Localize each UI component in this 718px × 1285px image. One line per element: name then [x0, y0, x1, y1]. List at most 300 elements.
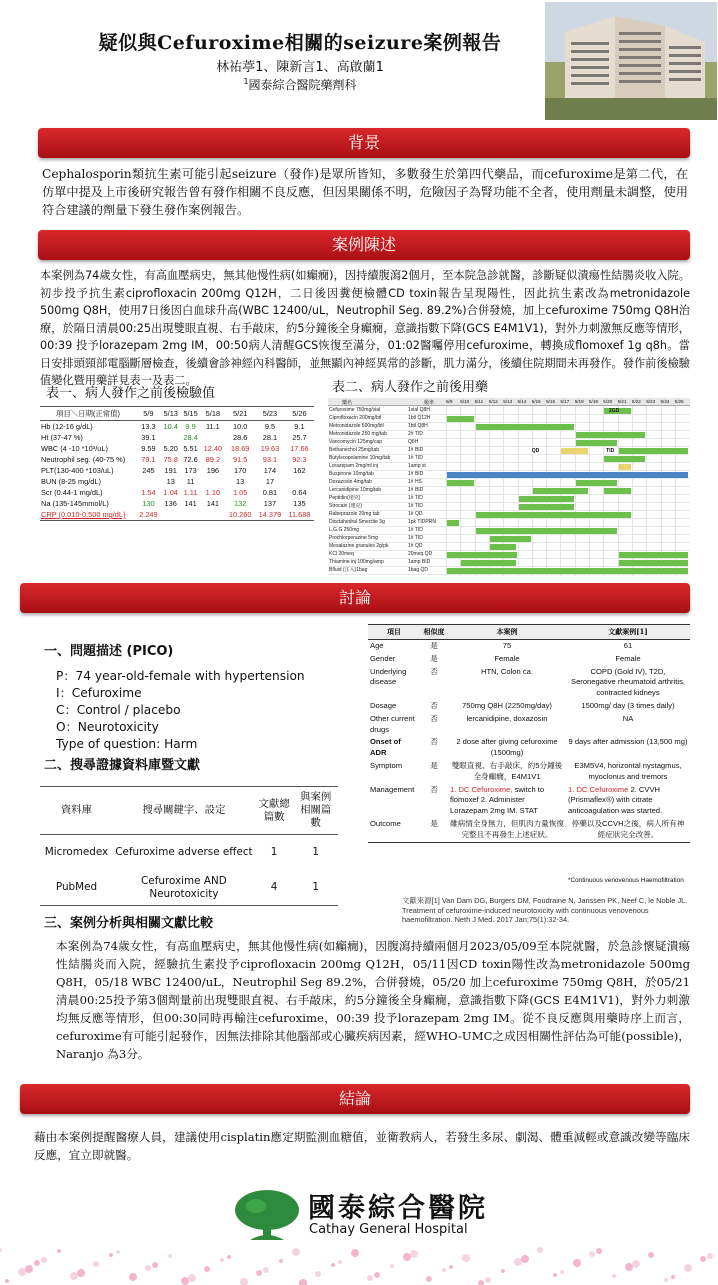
flower-petal: [573, 1259, 581, 1267]
administration-period: [476, 424, 574, 430]
table-cell: Onset of ADR: [370, 737, 401, 758]
table-cell: Other current drugs: [370, 713, 415, 734]
flower-petal: [93, 1261, 99, 1267]
administration-period: [576, 432, 646, 438]
medication-row: [328, 543, 690, 551]
administration-period: [447, 416, 474, 422]
table-cell: 61: [623, 641, 633, 650]
flower-petal: [390, 1264, 394, 1268]
table-cell: 174: [263, 466, 277, 475]
table-cell: 750mg Q8H (2250mg/day): [462, 700, 552, 710]
table-cell: 13: [236, 477, 245, 486]
medication-row: [328, 431, 690, 439]
lab-col-header: 5/26: [285, 407, 314, 421]
flower-petal: [485, 1277, 491, 1283]
table-cell: [200, 432, 225, 443]
table-row: [40, 835, 338, 871]
hospital-building-image: [545, 2, 717, 120]
drug-frequency: 1# TID: [408, 503, 423, 509]
drug-frequency: 1bag QD: [408, 567, 429, 573]
drug-name: Bfluid (注入)1bag: [329, 567, 368, 573]
authors: 林祐葶1、陳新言1、高啟蘭1: [216, 60, 384, 75]
table-cell: 1.10: [205, 488, 221, 497]
table-row: [368, 736, 690, 760]
analysis-heading: 三、案例分析與相關文獻比較: [44, 916, 214, 931]
drug-name: Strocain (速克): [329, 503, 363, 509]
management-step-red: 1. DC Cefuroxime,: [450, 784, 515, 794]
comp-col-item: 項目: [368, 625, 420, 640]
flower-petal: [181, 1277, 189, 1285]
table-cell: COPD (Gold IV), T2D, Seronegative rheumatoid arthritis, contracted kidneys: [571, 666, 685, 698]
administration-period: [490, 544, 517, 550]
table-cell: BUN (8-25 mg/dL): [41, 477, 101, 486]
administration-period: [519, 496, 574, 502]
drug-frequency: 2# TID: [408, 431, 423, 437]
flower-petal: [240, 1278, 248, 1285]
table-cell: Micromedex: [44, 846, 109, 859]
pico-list: [56, 668, 305, 753]
flower-petal: [145, 1265, 151, 1271]
date-header: 5/21: [617, 399, 627, 404]
medication-row: [328, 503, 690, 511]
table-cell: 132: [234, 499, 247, 508]
table-cell: HTN, Colon ca.: [481, 666, 533, 676]
flower-petal: [25, 1265, 33, 1273]
section-discussion-bar: 討論: [20, 583, 690, 613]
affiliation-text: 國泰綜合醫院藥劑科: [248, 78, 357, 92]
table-cell: Cefuroxime AND Neurotoxicity: [113, 871, 255, 906]
administration-period: [576, 480, 617, 486]
comp-col-case: 本案例: [448, 625, 566, 640]
table-cell: 0.64: [292, 488, 307, 497]
date-header: 5/23: [646, 399, 656, 404]
table-cell: Scr (0.44-1 mg/dL): [41, 488, 103, 497]
flower-petal: [299, 1279, 307, 1285]
case-comparison-table: [368, 624, 690, 843]
search-heading: 二、搜尋證據資料庫暨文獻: [44, 758, 201, 773]
flower-petal: [664, 1278, 668, 1282]
table-cell: 141: [184, 499, 197, 508]
table-cell: 1: [312, 846, 319, 859]
table-cell: 93.1: [262, 455, 278, 464]
table-cell: 1. DC Cefuroxime 2. CVVH (Prismaflex®) with citrate anticoagulation was started.: [568, 784, 663, 816]
drug-frequency: Q6H: [408, 439, 419, 445]
table-cell: 是: [430, 641, 438, 650]
flower-petal: [41, 1257, 47, 1263]
comp-col-similar: 相似度: [420, 625, 448, 640]
table-cell: 9.9: [185, 422, 196, 431]
hospital-name-zh: 國泰綜合醫院: [308, 1193, 488, 1224]
table-cell: 9 days after admission (13,500 mg): [568, 737, 688, 747]
drug-name: Thiamine inj 100mg/amp: [329, 559, 384, 565]
drug-name: Lercanidipine 10mg/tab: [329, 487, 381, 493]
table-cell: 17.66: [290, 444, 309, 453]
table-cell: 10.260: [225, 509, 255, 521]
lab-col-header: 5/18: [200, 407, 225, 421]
floral-decoration: [0, 1240, 718, 1285]
table-cell: 1. DC Cefuroxime, switch to flomoxef 2. Administer Lorazepam 2mg IM. STAT: [450, 784, 545, 816]
medication-row: [328, 463, 690, 471]
administration-period: [447, 480, 474, 486]
flower-petal: [109, 1253, 113, 1257]
management-step-red: 1. DC Cefuroxime: [568, 784, 631, 794]
table-row: [40, 421, 314, 433]
administration-period: [461, 560, 516, 566]
table-cell: 28.1: [262, 433, 278, 442]
flower-petal: [168, 1254, 172, 1258]
table-cell: Hb (12-16 g/dL): [41, 422, 93, 431]
lab-values-table: [40, 406, 314, 521]
background-text: Cephalosporin類抗生素可能引起seizure（發作)是眾所皆知，多數發生於第四代藥品，而cefuroxime是第二代，在仿單中提及上市後研究報告曾有發作相關不良反應，但因果關係不明，危險因子為腎功能不全者，使用劑量未調整，使用符合建議的劑量下發生發作案例報告。: [42, 167, 688, 217]
medication-row: [328, 519, 690, 527]
affiliation: [40, 76, 560, 93]
date-header: 5/25: [674, 399, 684, 404]
pico-i: I：Cefuroxime: [56, 686, 142, 700]
medication-row: [328, 535, 690, 543]
date-header: 5/20: [603, 399, 613, 404]
table-cell: WBC (4 -10 *10³/uL): [41, 444, 108, 453]
flower-petal: [351, 1249, 359, 1257]
flower-petal: [220, 1258, 224, 1262]
drug-name: Bethanechol 25mg/tab: [329, 447, 380, 453]
drug-name: KCl 20meq: [329, 551, 354, 557]
search-col-total: 文獻總篇數: [255, 787, 294, 835]
table-cell: 141: [206, 499, 220, 508]
table-cell: 11: [186, 477, 195, 486]
table-cell: Neutrophil seg. (40-75 %): [41, 455, 126, 464]
table-cell: 92.3: [292, 455, 307, 464]
drug-name: Butylscopolamine 10mg/tab: [329, 455, 391, 461]
flower-petal: [152, 1262, 158, 1268]
table-cell: 1.11: [183, 488, 198, 497]
table-cell: [200, 509, 225, 521]
medication-row: [328, 495, 690, 503]
table-cell: Ht (37-47 %): [41, 433, 83, 442]
table-cell: 17: [265, 477, 275, 486]
flower-petal: [449, 1265, 453, 1269]
table-cell: 2.249: [136, 509, 161, 521]
flower-petal: [367, 1275, 373, 1281]
table-cell: E3M5V4, horizontal nystagmus, myoclonus and tremors: [574, 760, 682, 781]
drug-name: L.G.G 250mg: [329, 527, 360, 533]
table-cell: 1.54: [141, 488, 156, 497]
cvvh-footnote: *Continuous venovenous Haemofiltration: [568, 877, 684, 884]
flower-petal: [426, 1276, 432, 1282]
flower-petal: [204, 1266, 210, 1272]
flower-petal: [263, 1267, 269, 1273]
administration-period: [561, 448, 588, 454]
table-cell: 245: [142, 466, 155, 475]
section-background-bar: 背景: [38, 128, 690, 158]
flower-petal: [514, 1258, 522, 1266]
table-cell: 137: [263, 499, 277, 508]
table-row: [368, 784, 690, 818]
section-conclusion-bar: 結論: [20, 1084, 690, 1114]
table-cell: PLT(130-400 *103/uL): [41, 466, 114, 475]
table-cell: 72.6: [183, 455, 198, 464]
flower-petal: [227, 1255, 231, 1259]
table-cell: Female: [494, 653, 520, 663]
table-row: [40, 498, 314, 509]
drug-name: Prochlorperazine 5mg: [329, 535, 378, 541]
table-cell: Female: [615, 653, 641, 663]
drug-frequency: 1# TID: [408, 495, 423, 501]
date-header: 5/16: [546, 399, 556, 404]
drug-frequency: 1# TID: [408, 535, 423, 541]
administration-period: [447, 472, 688, 478]
drug-frequency: 1amp st: [408, 463, 426, 469]
drug-frequency: 1pk TIDPRN: [408, 519, 436, 525]
date-header: 5/19: [589, 399, 598, 404]
table-cell: 1500mg/ day (3 times daily): [581, 700, 675, 710]
flower-petal: [77, 1269, 85, 1277]
flower-petal: [338, 1260, 342, 1264]
flower-petal: [410, 1250, 418, 1258]
table-cell: 是: [420, 818, 448, 842]
table-cell: Cefuroxime adverse effect: [115, 846, 253, 859]
table-cell: 10.0: [232, 422, 248, 431]
table-cell: 13: [166, 477, 175, 486]
table-cell: PubMed: [40, 871, 113, 906]
flower-petal: [700, 1256, 706, 1262]
table-cell: Age: [370, 641, 384, 650]
question-type: Type of question: Harm: [56, 737, 198, 751]
table-cell: 9.5: [264, 422, 276, 431]
flower-petal: [671, 1275, 675, 1279]
table-cell: 25.7: [292, 433, 307, 442]
flower-petal: [292, 1248, 300, 1256]
lab-col-header: 5/13: [161, 407, 181, 421]
drug-name: Dioctahedral Smectite 3g: [329, 519, 385, 525]
table2-title: 表二、病人發作之前後用藥: [332, 380, 489, 395]
table-cell: 91.5: [232, 455, 248, 464]
table-cell: NA: [622, 713, 634, 723]
table-cell: 19.63: [260, 444, 280, 453]
administration-period: [447, 552, 517, 558]
administration-period: [619, 552, 689, 558]
table-cell: 75: [502, 641, 512, 650]
flower-petal: [18, 1268, 26, 1276]
medication-row: [328, 527, 690, 535]
administration-period: [604, 488, 631, 494]
table-cell: 否: [430, 713, 438, 723]
table-cell: 9.1: [294, 422, 305, 431]
medication-row: [328, 455, 690, 463]
table-cell: Underlying disease: [370, 666, 407, 687]
table-cell: 是: [430, 760, 438, 770]
table-cell: 136: [164, 499, 177, 508]
table-cell: [161, 509, 181, 521]
table-cell: 10.4: [163, 422, 178, 431]
lab-col-header: 5/23: [255, 407, 285, 421]
date-header: 5/24: [660, 399, 670, 404]
table-row: [40, 871, 338, 906]
pico-p: P：74 year-old-female with hypertension: [56, 669, 305, 683]
reference: 文獻來源[1] Van Dam DG, Burgers DM, Foudraine N, Janssen PK, Neef C, le Noble JL. Treatment of cefuroxime-induced neurotoxicity with continuous venovenous haemofiltration. Neth J Med. 2017 Jan;75(1):32-34.: [402, 896, 688, 925]
flower-petal: [442, 1268, 446, 1272]
flower-petal: [403, 1253, 411, 1261]
administration-period: [619, 448, 689, 454]
table-cell: 173: [184, 466, 197, 475]
table-cell: Outcome: [368, 818, 420, 842]
date-header: 5/18: [574, 399, 584, 404]
table-cell: 停藥以及CCVH之後，病人所有神經症狀完全改善。: [566, 818, 690, 842]
drug-frequency: 1btl Q12H: [408, 415, 431, 421]
flower-petal: [648, 1252, 654, 1258]
administration-period: [519, 504, 574, 510]
table-cell: 39.1: [141, 433, 156, 442]
drug-frequency: 1btl Q8H: [408, 423, 428, 429]
table-cell: [285, 476, 314, 487]
flower-petal: [625, 1263, 633, 1271]
table-row: [40, 465, 314, 476]
flower-petal: [315, 1271, 321, 1277]
hospital-name-en: Cathay General Hospital: [309, 1222, 468, 1237]
conclusion-text: 藉由本案例提醒醫療人員，建議使用cisplatin應定期監測血糖值，並衛教病人，若發生多尿、劇渴、體重減輕或意識改變等臨床反應，宜立即就醫。: [34, 1130, 690, 1162]
drug-name: Rabeprazole 20mg tab: [329, 511, 380, 517]
medication-row: [328, 559, 690, 567]
administration-period: [604, 456, 645, 462]
table-cell: [200, 476, 225, 487]
administration-period: [447, 568, 688, 574]
table-cell: 18.69: [230, 444, 250, 453]
search-table: [40, 786, 338, 906]
timeline-label: 2GD: [609, 407, 620, 414]
table-cell: 191: [164, 466, 177, 475]
flower-petal: [521, 1255, 529, 1263]
drug-frequency: 1# TID: [408, 455, 423, 461]
table-cell: [136, 476, 161, 487]
flower-petal: [478, 1280, 484, 1285]
table-cell: 5.51: [183, 444, 198, 453]
drug-col-header: 藥名: [342, 400, 353, 406]
date-header: 5/14: [517, 399, 527, 404]
flower-petal: [129, 1273, 137, 1281]
comp-col-lit: 文獻案例[1]: [566, 625, 690, 640]
date-header: 5/15: [531, 399, 541, 404]
table-row: [368, 818, 690, 842]
flower-petal: [5, 1279, 9, 1283]
flower-petal: [501, 1269, 505, 1273]
table-row: [40, 454, 314, 465]
administration-period: [476, 528, 617, 534]
drug-name: Metronidazole 500mg/btl: [329, 423, 384, 429]
lab-col-header: 5/9: [136, 407, 161, 421]
medication-row: [328, 415, 690, 423]
table-row: [368, 640, 690, 653]
table-cell: 1.05: [232, 488, 248, 497]
table-cell: 5.20: [163, 444, 178, 453]
table-cell: 130: [142, 499, 155, 508]
timeline-label: TID: [606, 447, 615, 454]
table-cell: 89.2: [205, 455, 221, 464]
flower-petal: [256, 1270, 262, 1276]
table-cell: Dosage: [370, 700, 397, 710]
flower-petal: [632, 1260, 640, 1268]
medication-row: [328, 407, 690, 415]
medication-row: [328, 487, 690, 495]
drug-frequency: 1amp BID: [408, 559, 431, 565]
search-col-related: 與案例相關篇數: [293, 787, 338, 835]
poster-title: 疑似與Cefuroxime相關的seizure案例報告: [98, 32, 502, 54]
table-cell: 是: [430, 653, 438, 663]
administration-period: [533, 488, 588, 494]
table-cell: 雖病情全身無力，但肌肉力量恢復完整且不再發生上述症狀。: [448, 818, 566, 842]
table-cell: 否: [430, 784, 438, 794]
medication-row: [328, 471, 690, 479]
drug-frequency: 1# HS: [408, 479, 422, 485]
table-cell: 28.6: [232, 433, 248, 442]
date-header: 5/9: [446, 399, 453, 404]
timeline-label: QD: [531, 447, 540, 454]
drug-frequency: 1# BID: [408, 447, 424, 453]
table-cell: 162: [293, 466, 306, 475]
flower-petal: [560, 1270, 564, 1274]
administration-period: [576, 440, 617, 446]
flower-petal: [553, 1273, 557, 1277]
table-cell: Management: [370, 784, 415, 794]
administration-period: [619, 464, 631, 470]
table-row: [40, 487, 314, 498]
flower-petal: [0, 1248, 2, 1252]
flower-petal: [57, 1249, 61, 1253]
flower-petal: [374, 1272, 380, 1278]
administration-period: [490, 536, 531, 542]
table-cell: 196: [206, 466, 220, 475]
date-header: 5/17: [560, 399, 570, 404]
flower-petal: [589, 1251, 595, 1257]
pico-heading: 一、問題描述 (PICO): [44, 644, 174, 659]
table-cell: 11.1: [205, 422, 220, 431]
search-col-db: 資料庫: [40, 787, 113, 835]
table-row: [368, 653, 690, 666]
drug-name: Mesalazine granules 2g/pk: [329, 543, 389, 549]
pico-o: O：Neurotoxicity: [56, 720, 159, 734]
table-cell: lercanidipine, doxazosin: [466, 713, 548, 723]
drug-frequency: 1# TID: [408, 527, 423, 533]
table-row: [40, 432, 314, 443]
table-cell: Symptom: [370, 760, 403, 770]
table-row: [40, 509, 314, 521]
table-cell: 2 dose after giving cefuroxime (1500mg): [456, 737, 558, 758]
table-cell: 9.59: [141, 444, 156, 453]
drug-name: Metronidazole 250 mg/tab: [329, 431, 387, 437]
table-row: [368, 700, 690, 713]
table-row: [40, 476, 314, 487]
drug-frequency: 1vial Q8H: [408, 407, 430, 413]
hospital-tree-logo-icon: [232, 1186, 302, 1246]
lab-col-header: 5/15: [181, 407, 201, 421]
table-cell: [161, 432, 181, 443]
case-text: 本案例為74歲女性，有高血壓病史，無其他慢性病(如癲癇)，因持續腹瀉2個月，至本院急診就醫，診斷疑似潰瘍性結腸炎收入院。初步投予抗生素ciprofloxacin 200mg Q12H，二日後因糞便檢體CD toxin報告呈現陽性，因此抗生素改為metronidazole 500mg Q8H，使用7日後因白血球升高(WBC 12400/uL，Neutrophil Seg. 89.2%)合併發燒，加上cefuroxime 750mg Q8H治療，於隔日清晨00:25出現雙眼直視、右手敲床，約5分鐘後全身癲癇，意識指數下降(GCS E4M1V1)，對外力刺激無反應等情形，00:39 投予lorazepam 2mg IM，00:50病人清醒GCS恢復至滿分，01:02醫囑停用cefuroxime，轉換成flomoxef 1g q8h。當日安排頭頸部電腦斷層檢查，後續會診神經內科醫師，並無顯內神經異常的診斷，肌力滿分，後續住院期間未再發作。發作前後檢驗值變化暨用藥詳見表一及表二。: [40, 269, 690, 387]
table-cell: 12.40: [203, 444, 223, 453]
table-cell: 4: [255, 871, 294, 906]
search-col-keyword: 搜尋關鍵字、設定: [113, 787, 255, 835]
flower-petal: [279, 1259, 283, 1263]
table-cell: 雙眼直視、右手敲床，約5分鐘後全身癲癇，E4M1V1: [451, 760, 563, 781]
drug-name: Ciprofloxacin 200mg/btl: [329, 415, 382, 421]
medication-row: [328, 479, 690, 487]
drug-name: Lorazepam 2mg/ml inj: [329, 463, 379, 469]
date-header: 5/13: [503, 399, 513, 404]
flower-petal: [70, 1272, 78, 1280]
drug-name: Cefuroxime 750mg/vial: [329, 407, 381, 413]
medication-timeline-table: [328, 398, 690, 576]
administration-period: [476, 512, 631, 518]
table-cell: [181, 509, 201, 521]
pico-c: C：Control / placebo: [56, 703, 181, 717]
drug-name: Buspirone 10mg/tab: [329, 471, 374, 477]
